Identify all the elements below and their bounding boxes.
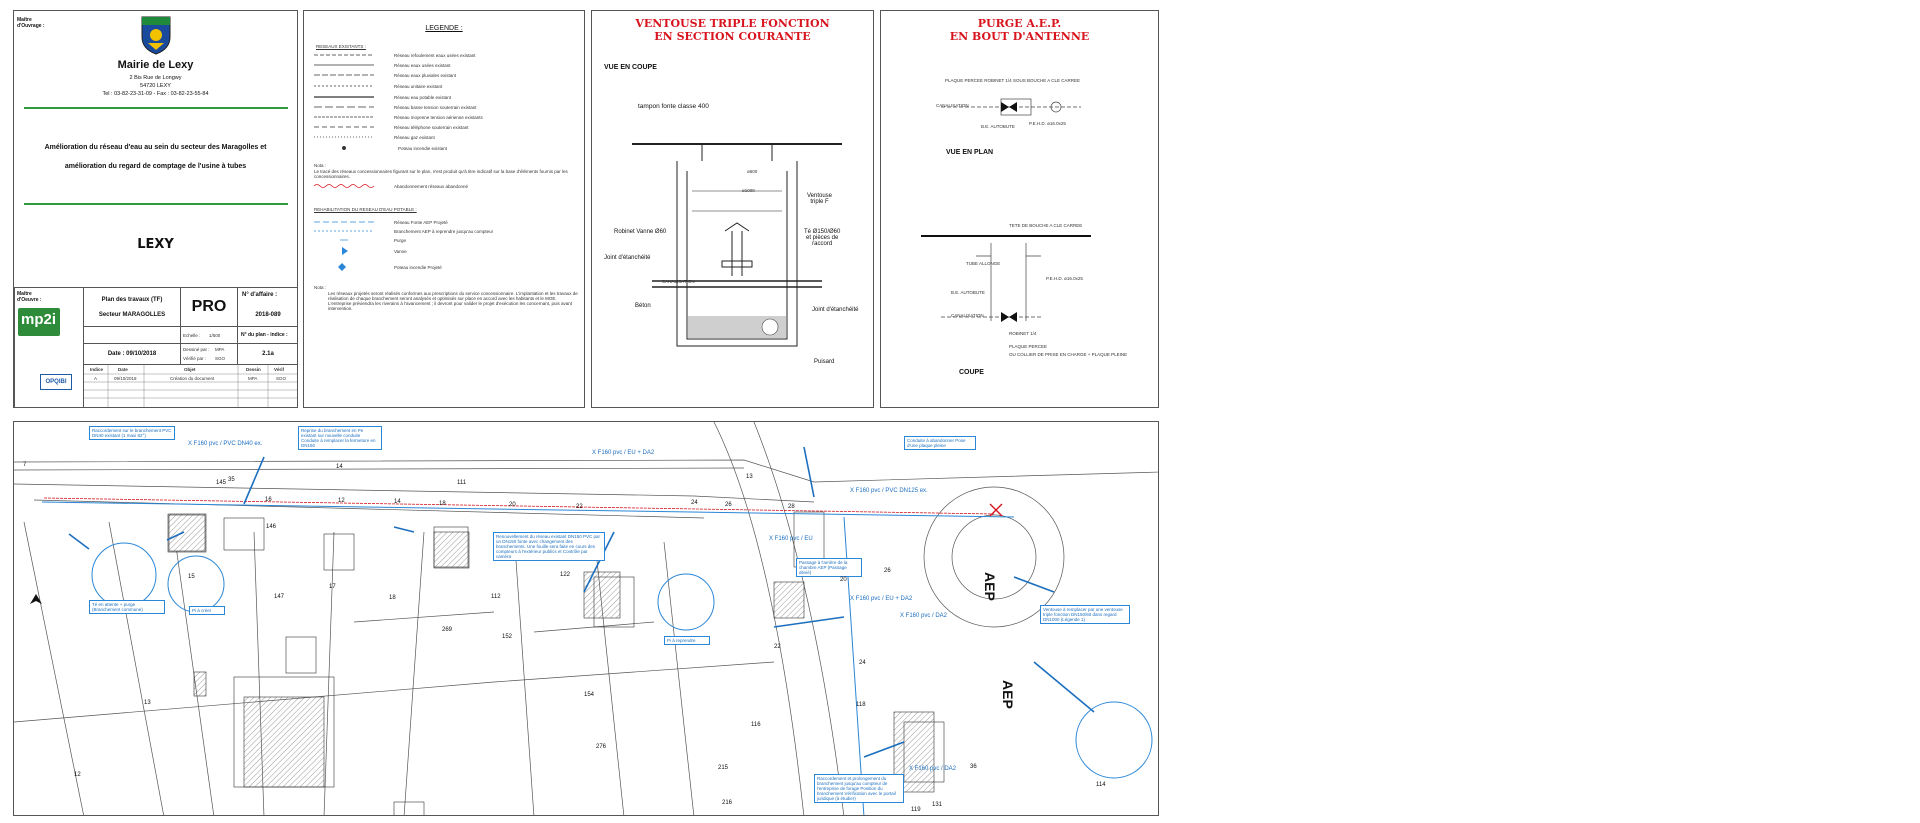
map-callout-4: X F160 pvc / EU + DA2 [592,450,655,456]
date-cell [83,343,181,365]
plan-indice-label-cell [237,326,298,344]
sector-name: Secteur MARAGOLLES [98,312,166,318]
mp2i-logo-text: mp2i [21,311,57,328]
rehab-header: REHABILITATION DU RESEAU D'EAU POTABLE : [314,207,417,212]
rev-row-indice: A [94,376,98,381]
legend-existing-item-3: Réseau eaux pluviales existant [394,73,457,78]
parcel-number: 17 [329,584,336,590]
parcel-number: 269 [442,627,453,633]
parcel-number: 28 [788,504,795,510]
phone-line: Tel : 03-82-23-31-09 - Fax : 03-82-23-55-84 [102,91,209,97]
legend-existing-item-9: Réseau gaz existant [394,135,435,140]
parcel-number: 122 [560,572,571,578]
oeuvre-label: Maître d'Oeuvre : [17,291,42,303]
map-callout-12: X F160 pvc / DA2 [900,613,948,619]
map-callout-8: X F160 pvc / EU [769,536,813,542]
aep-label-1: AEP [982,572,998,601]
rev-header-indice: Indice [90,367,104,372]
purge-collier: OU COLLIER DE PRISE EN CHARGE + PLAQUE PLEINE [1009,352,1128,357]
rev-row-objet: Création du document [170,376,215,381]
project-line-2: amélioration du regard de comptage de l'usine à tubes [64,163,247,170]
affaire-cell [237,287,298,327]
ventouse-subtitle: VUE EN COUPE [604,64,657,71]
purge-pehd-2: P.E.H.D. ø16.0x25 [1046,276,1083,281]
puisard-label: Puisard [814,359,835,365]
opqibi-logo: OPQIBI [40,374,72,390]
legend-existing-item-10: Poteau incendie existant [398,146,448,151]
aep-label-2: AEP [1000,680,1016,709]
map-callout-17: X F160 pvc / DA2 [909,766,957,772]
tampon-label: tampon fonte classe 400 [638,103,709,110]
map-callout-15: Ventouse à remplacer par une ventouse triple fonction DN150/60 dans regard DN1000 (Légende 1) [1040,605,1130,624]
purge-be-1: B.E. AUTOBUTE [981,124,1015,129]
existing-header: RESEAUX EXISTANTS : [316,44,366,49]
ventouse-label: Ventouse triple F [807,193,833,205]
parcel-number: 111 [457,480,467,486]
legend-title: LEGENDE : [425,25,463,32]
map-callout-10: Pi à reprendre [664,636,710,645]
org-name: Mairie de Lexy [117,59,194,71]
purge-tete: TETE DE BOUCHE A CLE CARREE [1009,223,1083,228]
rev-row-date: 09/10/2018 [114,376,137,381]
scale-cell [180,326,238,344]
map-callout-1: Raccordement sur le branchement PVC DN40 existant (1 maxi 82°) [89,426,175,440]
robinet-label: Robinet Vanne Ø60 [614,229,667,235]
parcel-number: 35 [228,477,235,483]
purge-canalisation-1: CANALISATION [936,103,969,108]
legend-existing-item-6: Réseau basse tension souterrain existant [394,105,477,110]
parcel-number: 215 [718,765,729,771]
rev-header-verif: Vérif [274,367,285,372]
parcel-number: 15 [188,574,195,580]
phase-cell [180,287,238,327]
maitre-label: Maître d'Ouvrage : [17,17,45,29]
parcel-number: 216 [722,800,733,806]
parcel-number: 24 [691,500,698,506]
parcel-number: 276 [596,744,607,750]
te-label: Té Ø150/Ø60 et pièces de raccord [804,229,841,247]
legend-rehab-item-2: Branchement AEP à reprendre jusqu'au compteur [394,229,494,234]
purge-tube: TUBE ALLONGE [966,261,1001,266]
parcel-number: 119 [911,807,921,813]
legend-existing-item-5: Réseau eau potable existant [394,95,452,100]
parcel-number: 20 [840,577,847,583]
legend-abandon-text: Abandonnement réseaux abandonné [394,184,469,189]
parcel-number: 152 [502,634,513,640]
parcel-number: 24 [859,660,866,666]
ventouse-title-1: VENTOUSE TRIPLE FONCTION [635,17,830,30]
parcel-number: 26 [884,568,891,574]
drawn-by-cell [180,343,238,365]
parcel-number: 14 [394,499,401,505]
ventouse-section-drawing [592,11,874,408]
plan-title-cell [83,287,181,327]
parcel-number: 146 [266,524,277,530]
parcel-number: 131 [932,802,943,808]
purge-plaque-2: PLAQUE PERCEE [1009,344,1048,349]
parcel-number: 18 [389,595,396,601]
parcel-number: 114 [1096,782,1106,788]
revision-grid-lines [84,365,298,408]
purge-title-2: EN BOUT D'ANTENNE [949,30,1090,43]
echelle-label: Echelle : [183,333,201,338]
project-line-1: Amélioration du réseau d'eau au sein du secteur des Maragolles et [44,144,267,151]
legend-nota2-text: Les réseaux projetés seront réalisés conformes aux prescriptions du service concessionnaire. L'implantation et les travaux de réalisation de chaque branchement seront analysés et optimisés sur place en accord avec les habitants et le MOE. L'entreprise préviendra les riverains à l'avancement ; il devront pour valider le projet d'exécution les concernant, puis avant intervention. [328,291,578,311]
parcel-number: 18 [439,501,446,507]
coupe-label: COUPE [959,369,984,376]
legend-rehab-item-5: Poteau incendie Projeté [394,265,442,270]
parcel-number: 20 [509,502,516,508]
green-rule-bottom [24,203,288,205]
map-callout-5: Té en attente + purge (Branchement commune) [89,600,165,614]
mp2i-logo [18,308,60,336]
purge-robinet: ROBINET 1/4 [1009,331,1037,336]
parcel-number: 26 [725,502,732,508]
site-plan-map [13,421,1159,816]
parcel-number: 147 [274,594,285,600]
map-base-drawing [14,422,1159,816]
legend-panel [303,10,585,408]
legend-rehab-item-1: Réseau Fonte AEP Projeté [394,220,448,225]
oeuvre-cell [14,287,84,408]
purge-be-2: B.E. AUTOBUTE [951,290,985,295]
purge-panel [880,10,1159,408]
plaque-top: PLAQUE PERCEE ROBINET 1/4 SOUS BOUCHE A CLE CARREE [945,78,1080,83]
parcel-number: 14 [336,464,343,470]
legend-note-label: Nota : [314,163,327,168]
purge-pehd-1: P.E.H.D. ø16.0x25 [1029,121,1066,126]
green-rule-top [24,107,288,109]
affaire-label: N° d'affaire : [242,292,278,298]
legend-existing-item-4: Réseau unitaire existant [394,84,443,89]
ventouse-panel [591,10,874,408]
parcel-number: 13 [746,474,753,480]
parcel-number: 145 [216,480,227,486]
parcel-number: 112 [491,594,501,600]
map-callout-9: Passage à l'arrière de la chambre AEP (Passage dévié) [796,558,862,577]
vue-plan-label: VUE EN PLAN [946,149,994,156]
dim-600: ø600 [747,169,758,174]
parcel-number: 22 [576,504,583,510]
address-line-2: 54720 LEXY [140,83,171,89]
parcel-number: 118 [856,702,866,708]
map-callout-13: Conduite à abandonner Pose d'une plaque pleine [904,436,976,450]
legend-rehab-item-4: Vanne [394,249,407,254]
legend-existing-item-7: Réseau moyenne tension aérienne existants [394,115,483,120]
rev-row-dessin: MPA [248,376,258,381]
phase-label: PRO [191,298,227,315]
verifie-value: SGO [215,356,226,361]
rev-header-dessin: Dessin [246,367,261,372]
dessine-value: MPA [215,347,225,352]
map-callout-14: X F160 pvc / PVC DN125 ex. [850,488,928,494]
rev-header-objet: Objet [184,367,196,372]
map-callout-6: Pi à créer [189,606,225,615]
dessine-label: Dessiné par : [183,347,210,352]
affaire-value: 2018-089 [255,312,281,318]
map-callout-16: Raccordement et prolongement du branchement jusqu'au compteur de l'entreprise de forage Position du branchement Vérification avec le portail juridique (à étudier) [814,774,904,803]
verifie-label: Vérifié par : [183,356,207,361]
rev-row-verif: SGO [276,376,287,381]
legend-existing-item-8: Réseau téléphone souterrain existant [394,125,469,130]
blank-cell [83,326,181,344]
address-line-1: 2 Bis Rue de Longwy [129,75,182,81]
revision-table [83,364,298,408]
coat-of-arms-icon [140,15,172,55]
purge-drawings [881,11,1159,408]
canalisation-label: CANALISATION [662,279,695,284]
parcel-number: 12 [338,498,345,504]
legend-nota2-label: Nota : [314,285,327,290]
legend-rehab-item-3: Purge [394,238,407,243]
map-callout-11: X F160 pvc / EU + DA2 [850,596,913,602]
plan-indice-label: N° du plan - indice : [241,332,288,338]
joint-label-1: Joint d'étanchéité [604,255,651,261]
plan-indice-value-cell [237,343,298,365]
parcel-number: 13 [144,700,151,706]
parcel-number: 22 [774,644,781,650]
map-callout-3: Reprise du branchement en Pe existant sur nouvelle conduite Conduite à remplacer la fermeture en DN160 [298,426,382,450]
parcel-number: 7 [23,462,27,468]
echelle-value: 1/500 [209,333,221,338]
plan-indice-value: 2.1a [262,351,274,357]
parcel-number: 116 [751,722,761,728]
date-text: Date : 09/10/2018 [107,351,157,357]
purge-title-1: PURGE A.E.P. [977,17,1062,30]
rev-header-date: Date [118,367,128,372]
dim-1000: ø1000 [742,188,755,193]
ventouse-title-2: EN SECTION COURANTE [654,30,811,43]
plan-title: Plan des travaux (TF) [101,297,163,303]
legend-note-text: Le tracé des réseaux concessionnaires figurant sur le plan, n'est produit qu'à titre indicatif sur la base d'éléments fournis par les concessionnaires. [314,169,568,179]
purge-canalisation-2: CANALISATION [951,313,984,318]
parcel-number: 12 [74,772,81,778]
town-name: LEXY [137,237,174,252]
map-callout-2: X F160 pvc / PVC DN40 ex. [188,441,263,447]
map-callout-7: Renouvellement du réseau existant DN150 PVC par un DN150 fonte avec changement des branchements. Une fouille sera faite en cours des compteurs à l'extérieur publics et Contrôle par caméra [493,532,605,561]
joint-label-2: Joint d'étanchéité [812,307,859,313]
parcel-number: 36 [970,764,977,770]
parcel-number: 154 [584,692,595,698]
title-block [13,10,298,408]
legend-existing-item-1: Réseau refoulement eaux usées existant [394,53,476,58]
legend-existing-item-2: Réseau eaux usées existant [394,63,451,68]
parcel-number: 16 [265,497,272,503]
beton-label: Béton [635,303,651,309]
